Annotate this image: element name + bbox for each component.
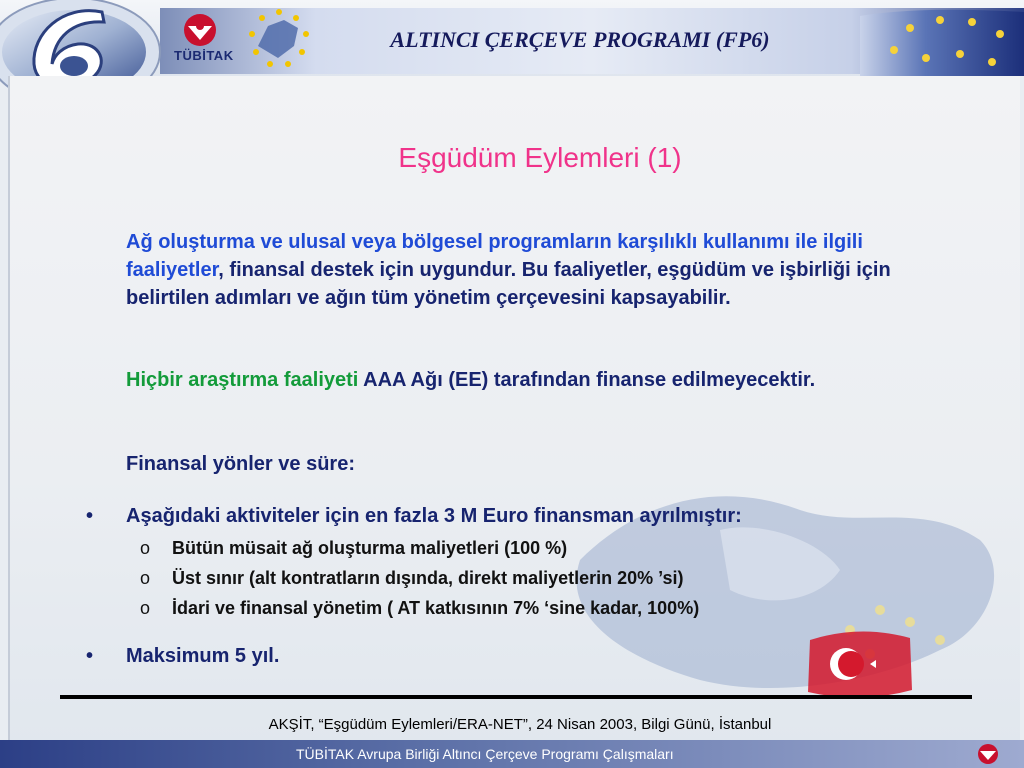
tubitak-small-logo-icon xyxy=(966,742,1010,766)
subbullet-mark: o xyxy=(140,538,151,558)
footer-citation: AKŞİT, “Eşgüdüm Eylemleri/ERA-NET”, 24 Nisan 2003, Bilgi Günü, İstanbul xyxy=(268,716,772,733)
paragraph-financial-heading: Finansal yönler ve süre: xyxy=(126,453,355,475)
eu-stars-map-icon xyxy=(244,6,314,70)
subbullet-mark: o xyxy=(140,598,151,618)
research-highlight: Hiçbir araştırma faaliyeti xyxy=(126,369,359,391)
subbullet-mark: o xyxy=(140,568,151,588)
research-rest: AAA Ağı (EE) tarafından finanse edilmeyecektir. xyxy=(358,369,816,391)
tubitak-label: TÜBİTAK xyxy=(174,48,234,63)
paragraph-research xyxy=(126,366,926,394)
subbullet-text: Bütün müsait ağ oluşturma maliyetleri (100 %) xyxy=(172,538,568,558)
subbullet-text: İdari ve finansal yönetim ( AT katkısının 7% ‘sine kadar, 100%) xyxy=(172,598,700,618)
slide-title: Eşgüdüm Eylemleri (1) xyxy=(398,142,682,173)
bullet-mark: • xyxy=(86,505,94,527)
turkey-flag-icon xyxy=(800,620,920,700)
subbullet-text: Üst sınır (alt kontratların dışında, direkt maliyetlerin 20% ’si) xyxy=(172,568,684,588)
networking-highlight: Ağ oluşturma ve ulusal veya bölgesel programların karşılıklı kullanımı ile ilgili faaliyetler xyxy=(126,231,863,281)
header-title-bar xyxy=(320,18,840,62)
program-title: ALTINCI ÇERÇEVE PROGRAMI (FP6) xyxy=(390,27,770,52)
bottom-bar-text: TÜBİTAK Avrupa Birliği Altıncı Çerçeve Programı Çalışmaları xyxy=(296,746,674,762)
bullet-mark: • xyxy=(86,645,94,667)
paragraph-networking xyxy=(126,228,926,312)
footer-divider xyxy=(60,695,972,699)
eu-flag-icon xyxy=(860,6,1024,76)
bullet-text: Aşağıdaki aktiviteler için en fazla 3 M Euro finansman ayrılmıştır: xyxy=(126,505,742,527)
networking-rest: , finansal destek için uygundur. Bu faaliyetler, eşgüdüm ve işbirliği için belirtilen adımları ve ağın tüm yönetim çerçevesini kapsayabilir. xyxy=(126,259,891,309)
header-band xyxy=(0,0,1024,76)
bottom-bar xyxy=(0,740,1024,768)
bullet-text: Maksimum 5 yıl. xyxy=(126,645,280,667)
